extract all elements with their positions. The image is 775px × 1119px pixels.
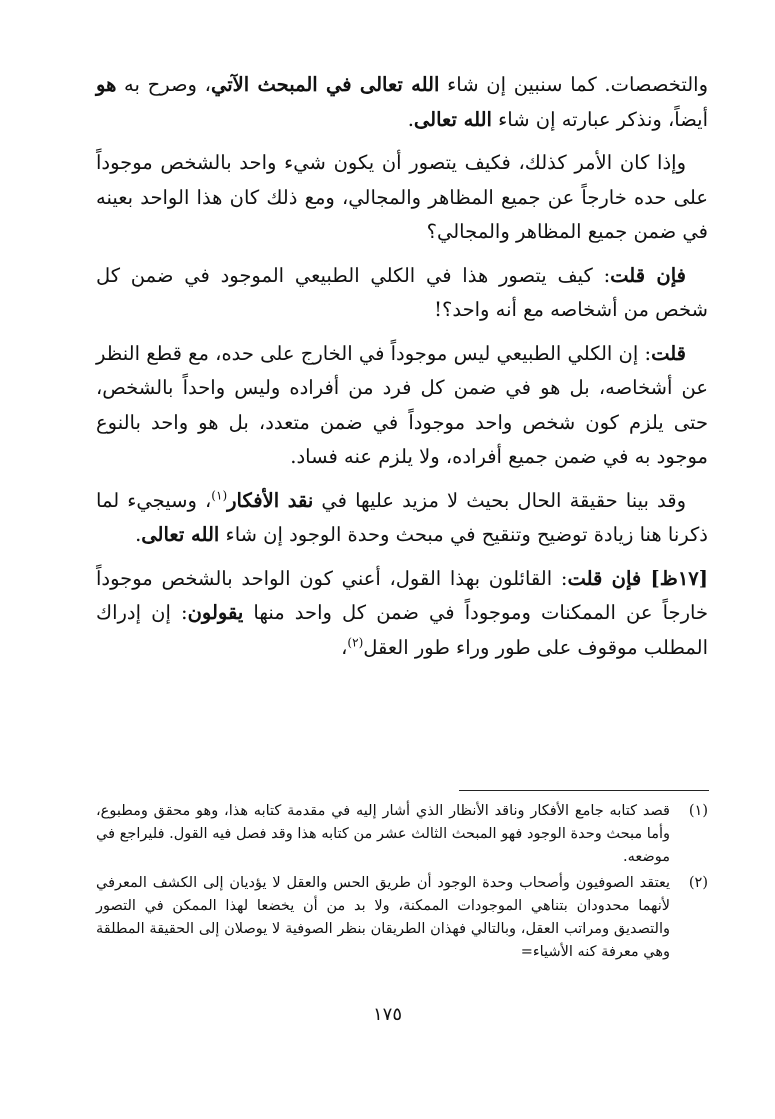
footnote-text: يعتقد الصوفيون وأصحاب وحدة الوجود أن طريق الحس والعقل لا يؤديان إلى الكشف المعرفي لأنهما محدودان بتناهي الموجودات الممكنة، ولا بد من أن يخضعا لهذا الممكن في التصور والتصديق ومراتب العقل، وبالتالي فهذان الطريقان بنظر الصوفية لا يوصلان إلى الحقيقة المطلقة وهي معرفة كنه الأشياء= (96, 875, 670, 960)
text-run: : القائلون بهذا القول، أعني كون الواحد بالشخص موجوداً خارجاً عن الممكنات وموجوداً في ضمن كل واحد منها (96, 566, 708, 624)
bold-phrase: الله تعالى في المبحث الآتي (210, 73, 440, 96)
footnotes (96, 800, 708, 967)
text-run: ، (341, 635, 348, 659)
paragraph-1 (96, 68, 708, 137)
bold-phrase: نقد الأفكار (227, 488, 314, 512)
paragraph-lead: قلت (651, 341, 686, 365)
text-run: ، وسيجيء لما ذكرنا هنا زيادة توضيح وتنقيح في مبحث وحدة الوجود إن شاء (96, 488, 708, 546)
footnote-2 (96, 872, 708, 964)
footnote-ref-2[interactable]: (٢) (347, 635, 364, 649)
footnote-number: (١) (688, 803, 708, 819)
bold-phrase: الله تعالى (413, 107, 492, 131)
text-run: والتخصصات. كما سنبين إن شاء (439, 73, 708, 96)
bold-phrase: الله تعالى (141, 523, 220, 546)
footnote-divider (459, 790, 709, 791)
text-run: : إن إدراك المطلب موقوف على طور وراء طور العقل (96, 601, 708, 659)
footnote-number: (٢) (688, 875, 708, 891)
main-text (96, 68, 708, 674)
footnote-1 (96, 800, 708, 869)
footnote-ref-1[interactable]: (١) (211, 488, 228, 502)
paragraph-5 (96, 484, 708, 553)
text-run: . (407, 107, 414, 131)
paragraph-4 (96, 337, 708, 475)
footnote-text: قصد كتابه جامع الأفكار وناقد الأنظار الذي أشار إليه في مقدمة كتابه هذا، وهو محقق ومطبوع، وأما مبحث وحدة الوجود فهو المبحث الثالث عشر من كتابه هذا وقد فصل فيه القول. فليراجع في موضعه. (96, 803, 670, 865)
bold-phrase: هو (96, 73, 117, 96)
paragraph-2: وإذا كان الأمر كذلك، فكيف يتصور أن يكون شيء واحد بالشخص موجوداً على حده خارجاً عن جميع المظاهر والمجالي، ومع ذلك كان هذا الواحد بعينه في ضمن جميع المظاهر والمجالي؟ (96, 151, 708, 243)
text-run: : إن الكلي الطبيعي ليس موجوداً في الخارج على حده، مع قطع النظر عن أشخاصه، بل هو في ضمن كل فرد من أفراده وليس واحداً بالشخص، حتى يلزم كون شخص واحد موجوداً في ضمن متعدد، بل هو واحد بالنوع موجود به في ضمن جميع أفراده، ولا يلزم عنه فساد. (96, 341, 708, 468)
text-run: وقد بينا حقيقة الحال بحيث لا مزيد عليها في (313, 488, 686, 512)
bold-phrase: يقولون (187, 601, 244, 624)
paragraph-lead: فإن قلت (610, 263, 686, 287)
text-run: ، وصرح به (116, 73, 211, 96)
page-number: ١٧٥ (372, 1004, 402, 1025)
paragraph-3 (96, 259, 708, 328)
text-run: . (135, 523, 142, 546)
text-run: أيضاً، ونذكر عبارته إن شاء (491, 107, 708, 131)
manuscript-folio-ref: [١٧ظ] (650, 566, 708, 590)
paragraph-lead: فإن قلت (567, 566, 651, 590)
paragraph-6 (96, 562, 708, 666)
text-run: : كيف يتصور هذا في الكلي الطبيعي الموجود في ضمن كل شخص من أشخاصه مع أنه واحد؟! (96, 263, 708, 321)
